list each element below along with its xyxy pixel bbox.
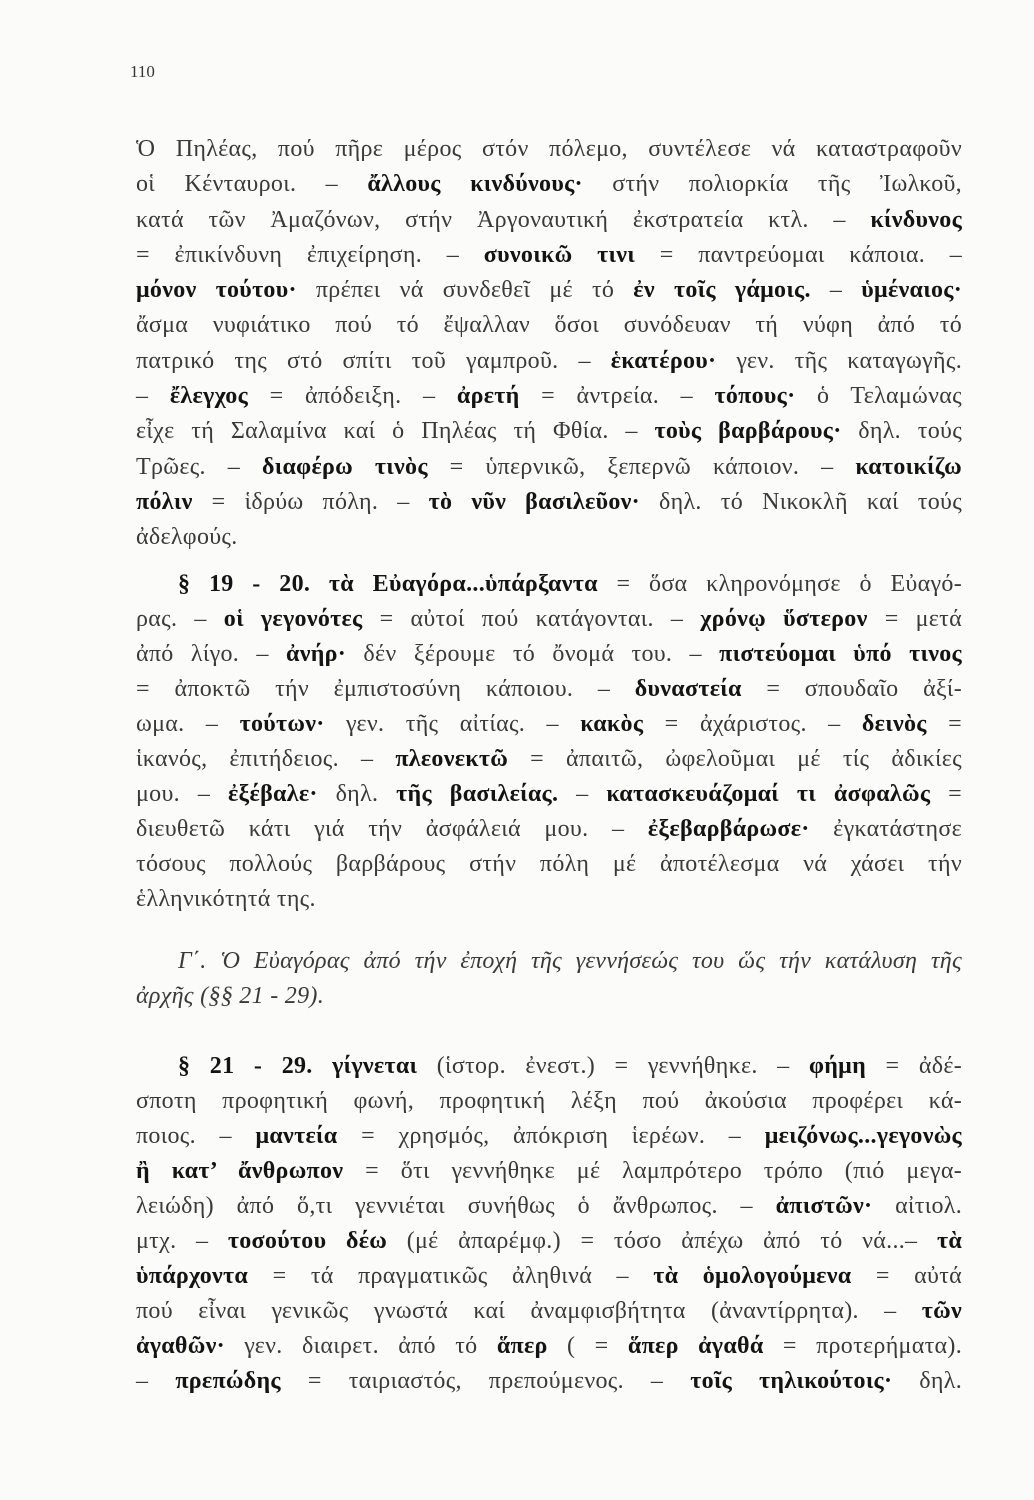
text-line	[136, 1329, 962, 1364]
glossed-term: ἔλεγχος	[169, 383, 249, 410]
gloss-text: –	[558, 781, 607, 807]
glossed-term: ἄλλους κινδύνους·	[367, 171, 583, 198]
glossed-term: ὑμέναιος·	[861, 277, 963, 304]
commentary-paragraph	[136, 132, 962, 556]
gloss-text: Τρῶες. –	[136, 453, 262, 480]
glossed-term: ἢ κατ’ ἄνθρωπον	[136, 1158, 344, 1184]
gloss-text: = ὑπερνικῶ, ξεπερνῶ κάποιον. –	[427, 453, 856, 480]
text-line	[136, 637, 962, 672]
text-line	[136, 567, 962, 602]
gloss-text: μου. –	[136, 781, 228, 807]
text-line	[136, 1294, 962, 1329]
glossed-term: § 19 - 20. τὰ Εὐαγόρα...ὑπάρξαντα	[178, 571, 598, 597]
gloss-text: = μετά	[867, 606, 962, 632]
glossed-term: οἱ γεγονότες	[223, 606, 363, 632]
text-line	[136, 672, 962, 707]
gloss-text: ρας. –	[136, 606, 224, 632]
commentary-paragraph	[136, 1049, 962, 1399]
gloss-text: = τά πραγματικῶς ἀληθινά –	[248, 1263, 654, 1289]
gloss-text: = προτερήματα).	[763, 1333, 963, 1359]
text-line	[136, 450, 962, 485]
gloss-text: = σπουδαῖο ἀξί-	[741, 676, 962, 702]
glossed-term: ἅπερ	[496, 1333, 548, 1359]
glossed-term: χρόνῳ ὕστερον	[700, 606, 868, 632]
text-line	[136, 1049, 962, 1084]
glossed-term: τὰ	[936, 1228, 963, 1254]
glossed-term: κατοικίζω	[855, 453, 963, 480]
glossed-term: τοσούτου δέω	[227, 1228, 388, 1254]
gloss-text: = ἀπόδειξη. –	[248, 383, 457, 410]
gloss-text: δηλ. τούς	[841, 418, 963, 445]
glossed-term: ἑκατέρου·	[610, 347, 717, 374]
glossed-term: ἀνήρ·	[286, 641, 347, 667]
text-line	[136, 707, 962, 742]
gloss-text: = ταιριαστός, πρεπούμενος. –	[280, 1368, 691, 1394]
gloss-text: =	[930, 781, 962, 807]
section-heading	[136, 944, 962, 1014]
gloss-text: ἀρχῆς (§§ 21 - 29).	[136, 983, 324, 1009]
glossed-term: ἀγαθῶν·	[136, 1333, 225, 1359]
glossed-term: πόλιν	[136, 488, 193, 515]
glossed-term: κακὸς	[580, 711, 644, 737]
gloss-text: = χρησμός, ἀπόκριση ἱερέων. –	[337, 1123, 765, 1149]
gloss-text: = ὅσα κληρονόμησε ὁ Εὐαγό-	[597, 571, 962, 597]
gloss-text: = ἱδρύω πόλη. –	[192, 488, 429, 515]
glossed-term: μόνον τούτου·	[136, 277, 297, 304]
text-line	[136, 1154, 962, 1189]
glossed-term: μαντεία	[255, 1123, 338, 1149]
glossed-term: μειζόνως...γεγονὼς	[764, 1123, 962, 1149]
text-line	[136, 132, 962, 167]
gloss-text: –	[136, 1368, 176, 1394]
gloss-text: ὁ Τελαμώνας	[795, 383, 962, 410]
glossed-term: κίνδυνος	[870, 206, 962, 233]
gloss-text: λειώδη) ἀπό ὅ,τι γεννιέται συνήθως ὁ ἄνθρωπος. –	[136, 1193, 776, 1219]
text-line	[136, 414, 962, 449]
glossed-term: πρεπώδης	[175, 1368, 281, 1394]
glossed-term: φήμη	[808, 1053, 866, 1079]
gloss-text: τόσους πολλούς βαρβάρους στήν πόλη μέ ἀποτέλεσμα νά χάσει τήν	[136, 851, 962, 877]
text-line	[136, 273, 962, 308]
gloss-text: ἄσμα νυφιάτικο πού τό ἔψαλλαν ὅσοι συνόδευαν τή νύφη ἀπό τό	[136, 312, 962, 339]
gloss-text: ἐγκατάστησε	[809, 816, 962, 842]
glossed-term: ἐξεβαρβάρωσε·	[647, 816, 810, 842]
gloss-text: μτχ. –	[136, 1228, 228, 1254]
glossed-term: τόπους·	[714, 383, 796, 410]
glossed-term: τῶν	[921, 1298, 962, 1324]
gloss-text: = ὅτι γεννήθηκε μέ λαμπρότερο τρόπο (πιό μεγα-	[343, 1158, 962, 1184]
glossed-term: συνοικῶ τινι	[483, 241, 636, 268]
glossed-term: ἐν τοῖς γάμοις.	[633, 277, 811, 304]
gloss-text: πού εἶναι γενικῶς γνωστά καί ἀναμφισβήτητα (ἀναντίρρητα). –	[136, 1298, 922, 1324]
glossed-term: κατασκευάζομαί τι ἀσφαλῶς	[606, 781, 931, 807]
text-line	[136, 167, 962, 202]
glossed-term: δεινὸς	[861, 711, 927, 737]
glossed-term: ἀρετή	[456, 383, 520, 410]
gloss-text: γεν. τῆς καταγωγῆς.	[716, 347, 963, 374]
text-line	[136, 379, 962, 414]
page-number: 110	[130, 62, 155, 81]
text-line	[136, 979, 962, 1014]
text-line	[136, 238, 962, 273]
glossed-term: τούτων·	[239, 711, 325, 737]
gloss-text: δηλ. τό Νικοκλῆ καί τούς	[639, 488, 962, 515]
glossed-term: § 21 - 29. γίγνεται	[178, 1053, 418, 1079]
gloss-text: κατά τῶν Ἀμαζόνων, στήν Ἀργοναυτική ἐκστρατεία κτλ. –	[136, 206, 871, 233]
gloss-text: ἑλληνικότητά της.	[136, 886, 316, 912]
gloss-text: ποιος. –	[136, 1123, 256, 1149]
gloss-text: ἀδελφούς.	[136, 524, 238, 551]
gloss-text: δηλ.	[892, 1368, 963, 1394]
text-line	[136, 882, 962, 917]
gloss-text: διευθετῶ κάτι γιά τήν ἀσφάλειά μου. –	[136, 816, 648, 842]
text-line	[136, 1084, 962, 1119]
text-line	[136, 1119, 962, 1154]
gloss-text: ωμα. –	[136, 711, 240, 737]
gloss-text: = ἀποκτῶ τήν ἐμπιστοσύνη κάποιου. –	[136, 676, 635, 702]
gloss-text: οἱ Κένταυροι. –	[136, 171, 368, 198]
glossed-term: διαφέρω τινὸς	[261, 453, 428, 480]
text-line	[136, 777, 962, 812]
gloss-text: =	[926, 711, 962, 737]
gloss-text: γεν. διαιρετ. ἀπό τό	[224, 1333, 497, 1359]
gloss-text: = αὐτοί πού κατάγονται. –	[362, 606, 701, 632]
text-line	[136, 485, 962, 520]
glossed-term: πλεονεκτῶ	[395, 746, 509, 772]
gloss-text: ( =	[547, 1333, 628, 1359]
gloss-text: δηλ.	[317, 781, 397, 807]
gloss-text: = ἐπικίνδυνη ἐπιχείρηση. –	[136, 241, 484, 268]
gloss-text: = ἀδέ-	[866, 1053, 962, 1079]
text-line	[136, 308, 962, 343]
commentary-paragraph	[136, 567, 962, 917]
gloss-text: πατρικό της στό σπίτι τοῦ γαμπροῦ. –	[136, 347, 611, 374]
glossed-term: ὑπάρχοντα	[136, 1263, 249, 1289]
text-line	[136, 847, 962, 882]
glossed-term: πιστεύομαι ὑπό τινος	[719, 641, 962, 667]
gloss-text: –	[136, 383, 170, 410]
glossed-term: ἐξέβαλε·	[228, 781, 318, 807]
text-line	[136, 1259, 962, 1294]
text-line	[136, 344, 962, 379]
gloss-text: ἱκανός, ἐπιτήδειος. –	[136, 746, 396, 772]
gloss-text: δέν ξέρουμε τό ὄνομά του. –	[346, 641, 720, 667]
gloss-text: Ὁ Πηλέας, πού πῆρε μέρος στόν πόλεμο, συντέλεσε νά καταστραφοῦν	[136, 136, 962, 162]
text-line	[136, 742, 962, 777]
text-line	[136, 602, 962, 637]
gloss-text: = αὐτά	[851, 1263, 963, 1289]
gloss-text: αἰτιολ.	[872, 1193, 962, 1219]
text-line	[136, 1364, 962, 1399]
glossed-term: τὰ ὁμολογούμενα	[653, 1263, 852, 1289]
gloss-text: ἀπό λίγο. –	[136, 641, 287, 667]
gloss-text: εἶχε τή Σαλαμίνα καί ὁ Πηλέας τή Φθία. –	[136, 418, 655, 445]
text-line	[136, 203, 962, 238]
glossed-term: δυναστεία	[634, 676, 742, 702]
gloss-text: –	[810, 277, 862, 304]
glossed-term: τὸ νῦν βασιλεῦον·	[428, 488, 640, 515]
glossed-term: τοὺς βαρβάρους·	[654, 418, 842, 445]
glossed-term: τῆς βασιλείας.	[396, 781, 559, 807]
text-line	[136, 1224, 962, 1259]
text-line	[136, 944, 962, 979]
gloss-text: στήν πολιορκία τῆς Ἰωλκοῦ,	[582, 171, 962, 198]
glossed-term: ἅπερ ἀγαθά	[627, 1333, 764, 1359]
gloss-text: σποτη προφητική φωνή, προφητική λέξη πού ἀκούσια προφέρει κά-	[136, 1088, 962, 1114]
text-line	[136, 812, 962, 847]
text-line	[136, 520, 962, 555]
gloss-text: = παντρεύομαι κάποια. –	[635, 241, 963, 268]
text-line	[136, 1189, 962, 1224]
gloss-text: = ἀπαιτῶ, ὠφελοῦμαι μέ τίς ἀδικίες	[508, 746, 962, 772]
gloss-text: γεν. τῆς αἰτίας. –	[324, 711, 581, 737]
glossed-term: ἀπιστῶν·	[775, 1193, 873, 1219]
gloss-text: (ἱστορ. ἐνεστ.) = γεννήθηκε. –	[417, 1053, 809, 1079]
gloss-text: Γ΄. Ὁ Εὐαγόρας ἀπό τήν ἐποχή τῆς γεννήσεώς του ὥς τήν κατάλυση τῆς	[178, 948, 962, 974]
glossed-term: τοῖς τηλικούτοις·	[690, 1368, 893, 1394]
gloss-text: (μέ ἀπαρέμφ.) = τόσο ἀπέχω ἀπό τό νά...–	[387, 1228, 937, 1254]
gloss-text: πρέπει νά συνδεθεῖ μέ τό	[296, 277, 634, 304]
gloss-text: = ἀντρεία. –	[519, 383, 715, 410]
gloss-text: = ἀχάριστος. –	[643, 711, 862, 737]
